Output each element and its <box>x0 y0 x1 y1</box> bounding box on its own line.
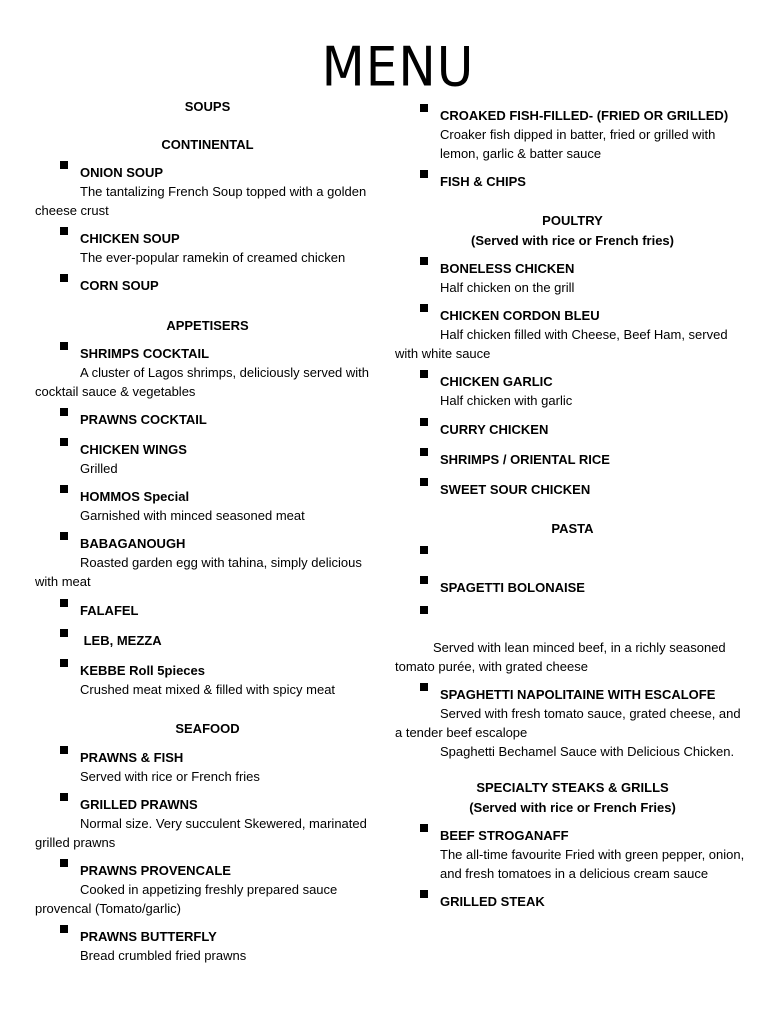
pasta-heading: PASTA <box>551 521 594 536</box>
poultry-heading: POULTRY <box>542 213 603 228</box>
menu-item-prawns-butterfly: PRAWNS BUTTERFLY Bread crumbled fried prawns <box>35 927 380 965</box>
menu-item-prawns-provencale: PRAWNS PROVENCALE Cooked in appetizing freshly prepared sauce provencal (Tomato/garlic) <box>35 861 380 918</box>
square-bullet-icon <box>60 659 68 667</box>
item-description: Roasted garden egg with tahina, simply delicious with meat <box>35 555 362 589</box>
menu-item-boneless-chicken: BONELESS CHICKEN Half chicken on the grill <box>395 259 750 297</box>
menu-item-corn-soup: CORN SOUP <box>35 276 380 295</box>
item-description: The all-time favourite Fried with green pepper, onion, and fresh tomatoes in a delicious cream sauce <box>440 847 745 881</box>
square-bullet-icon <box>60 438 68 446</box>
item-description: Half chicken with garlic <box>440 393 573 408</box>
item-description: Croaker fish dipped in batter, fried or grilled with lemon, garlic & batter sauce <box>440 127 716 161</box>
continental-heading: CONTINENTAL <box>161 137 254 152</box>
bolonaise-description: Served with lean minced beef, in a richly seasoned tomato purée, with grated cheese <box>395 640 726 674</box>
menu-item-spagetti-bolonaise: SPAGETTI BOLONAISE <box>395 578 750 597</box>
square-bullet-icon <box>420 370 428 378</box>
item-description: Cooked in appetizing freshly prepared sauce provencal (Tomato/garlic) <box>35 882 338 916</box>
steaks-heading: SPECIALTY STEAKS & GRILLS <box>476 780 669 795</box>
bechamel-description: Spaghetti Bechamel Sauce with Delicious Chicken. <box>440 744 735 759</box>
item-description: The tantalizing French Soup topped with a golden cheese crust <box>35 184 367 218</box>
menu-item-babaganough: BABAGANOUGH Roasted garden egg with tahina, simply delicious with meat <box>35 534 380 591</box>
menu-item-empty <box>395 548 750 567</box>
seafood-heading: SEAFOOD <box>175 721 240 736</box>
soups-heading: SOUPS <box>184 99 231 114</box>
menu-item-prawns-fish: PRAWNS & FISH Served with rice or French fries <box>35 748 380 786</box>
item-description: Grilled <box>80 461 118 476</box>
square-bullet-icon <box>420 304 428 312</box>
square-bullet-icon <box>420 890 428 898</box>
square-bullet-icon <box>420 606 428 614</box>
item-description: Crushed meat mixed & filled with spicy meat <box>80 682 336 697</box>
menu-item-shrimps-oriental-rice: SHRIMPS / ORIENTAL RICE <box>395 450 750 469</box>
menu-item-curry-chicken: CURRY CHICKEN <box>395 420 750 439</box>
right-column <box>395 106 750 911</box>
menu-title: MENU <box>321 35 475 99</box>
menu-item-empty <box>395 608 750 627</box>
menu-item-croaked-fish: CROAKED FISH-FILLED- (FRIED OR GRILLED) Croaker fish dipped in batter, fried or grilled with lemon, garlic & batter sauce <box>395 106 750 163</box>
square-bullet-icon <box>420 448 428 456</box>
item-description: Served with rice or French fries <box>80 769 260 784</box>
square-bullet-icon <box>60 859 68 867</box>
menu-item-onion-soup: ONION SOUP The tantalizing French Soup topped with a golden cheese crust <box>35 163 380 220</box>
square-bullet-icon <box>420 576 428 584</box>
square-bullet-icon <box>420 257 428 265</box>
menu-item-spaghetti-napolitaine: SPAGHETTI NAPOLITAINE WITH ESCALOFE Served with fresh tomato sauce, grated cheese, and a tender beef escalope <box>395 685 750 742</box>
menu-item-shrimps-cocktail: SHRIMPS COCKTAIL A cluster of Lagos shrimps, deliciously served with cocktail sauce & vegetables <box>35 344 380 401</box>
appetisers-heading: APPETISERS <box>166 318 249 333</box>
square-bullet-icon <box>420 418 428 426</box>
item-description: Half chicken on the grill <box>440 280 575 295</box>
item-description: Bread crumbled fried prawns <box>80 948 247 963</box>
menu-item-chicken-cordon-bleu: CHICKEN CORDON BLEU Half chicken filled with Cheese, Beef Ham, served with white sauce <box>395 306 750 363</box>
square-bullet-icon <box>60 629 68 637</box>
square-bullet-icon <box>420 546 428 554</box>
item-description: Normal size. Very succulent Skewered, marinated grilled prawns <box>35 816 367 850</box>
square-bullet-icon <box>60 793 68 801</box>
item-description: Garnished with minced seasoned meat <box>80 508 305 523</box>
square-bullet-icon <box>60 532 68 540</box>
menu-item-grilled-steak: GRILLED STEAK <box>395 892 750 911</box>
menu-item-chicken-garlic: CHICKEN GARLIC Half chicken with garlic <box>395 372 750 410</box>
menu-item-grilled-prawns: GRILLED PRAWNS Normal size. Very succulent Skewered, marinated grilled prawns <box>35 795 380 852</box>
square-bullet-icon <box>420 170 428 178</box>
steaks-subheading: (Served with rice or French Fries) <box>469 800 676 815</box>
square-bullet-icon <box>60 274 68 282</box>
menu-item-beef-stroganaff: BEEF STROGANAFF The all-time favourite Fried with green pepper, onion, and fresh tomatoes in a delicious cream sauce <box>395 826 750 883</box>
item-description: Served with fresh tomato sauce, grated cheese, and a tender beef escalope <box>395 706 741 740</box>
menu-item-fish-chips: FISH & CHIPS <box>395 172 750 191</box>
square-bullet-icon <box>60 342 68 350</box>
menu-item-falafel: FALAFEL <box>35 601 380 620</box>
menu-item-sweet-sour-chicken: SWEET SOUR CHICKEN <box>395 480 750 499</box>
menu-item-chicken-soup: CHICKEN SOUP The ever-popular ramekin of creamed chicken <box>35 229 380 267</box>
square-bullet-icon <box>420 104 428 112</box>
square-bullet-icon <box>60 925 68 933</box>
left-column <box>35 97 380 965</box>
square-bullet-icon <box>60 599 68 607</box>
item-description: Half chicken filled with Cheese, Beef Ham, served with white sauce <box>395 327 728 361</box>
square-bullet-icon <box>60 408 68 416</box>
menu-item-chicken-wings: CHICKEN WINGS Grilled <box>35 440 380 478</box>
menu-item-kebbe: KEBBE Roll 5pieces Crushed meat mixed & filled with spicy meat <box>35 661 380 699</box>
square-bullet-icon <box>420 824 428 832</box>
square-bullet-icon <box>60 485 68 493</box>
square-bullet-icon <box>60 161 68 169</box>
item-description: A cluster of Lagos shrimps, deliciously served with cocktail sauce & vegetables <box>35 365 370 399</box>
poultry-subheading: (Served with rice or French fries) <box>470 233 674 248</box>
square-bullet-icon <box>420 683 428 691</box>
menu-item-hommos: HOMMOS Special Garnished with minced seasoned meat <box>35 487 380 525</box>
menu-item-prawns-cocktail: PRAWNS COCKTAIL <box>35 410 380 429</box>
menu-item-leb-mezza: LEB, MEZZA <box>35 631 380 650</box>
item-description: The ever-popular ramekin of creamed chicken <box>80 250 346 265</box>
square-bullet-icon <box>60 746 68 754</box>
square-bullet-icon <box>420 478 428 486</box>
square-bullet-icon <box>60 227 68 235</box>
